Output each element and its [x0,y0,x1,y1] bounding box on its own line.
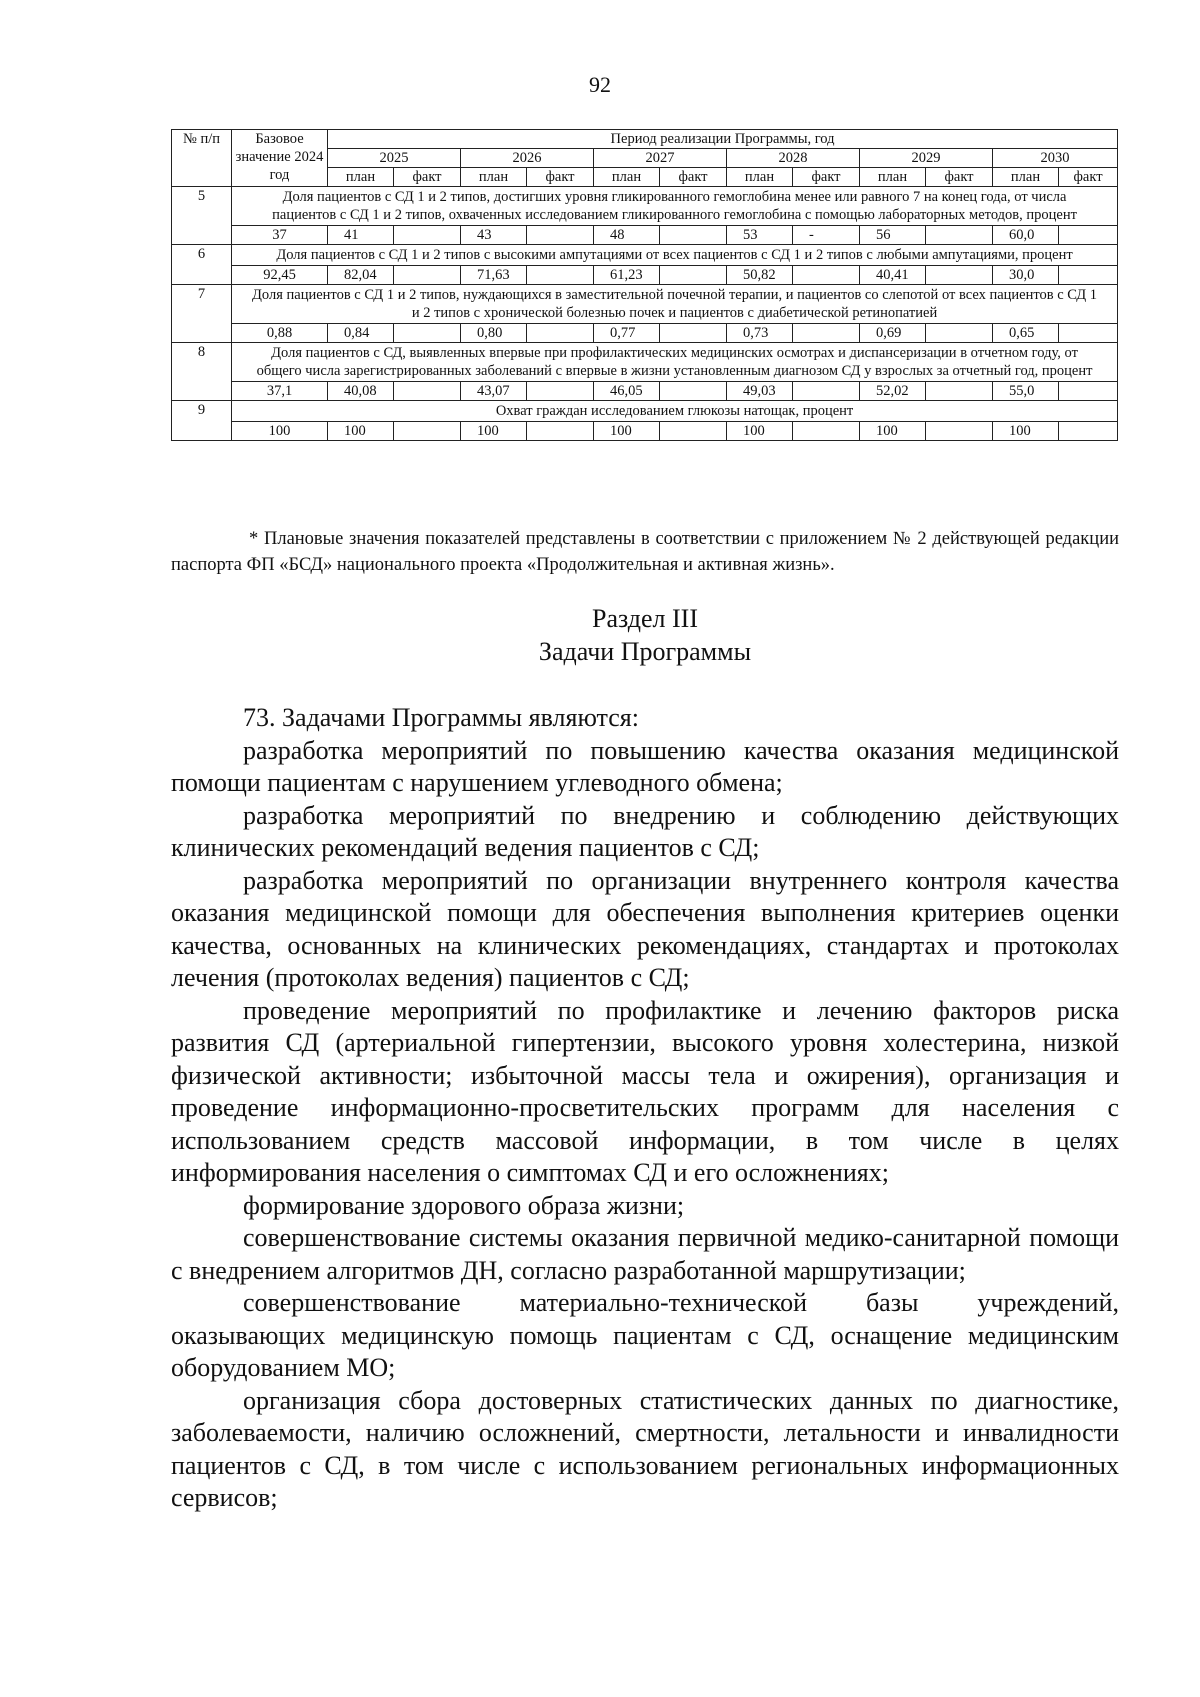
header-fact: факт [926,168,993,187]
task-paragraph: формирование здорового образа жизни; [243,1190,685,1220]
indicator-number: 6 [172,245,232,285]
indicators-table [171,129,1118,441]
section-subtitle: Задачи Программы [538,637,752,666]
indicator-description: Доля пациентов с СД 1 и 2 типов с высокими ампутациями от всех пациентов с СД 1 и 2 типов с любыми ампутациями, процент [232,245,1118,266]
indicator-number: 5 [172,187,232,245]
paragraph-intro: 73. Задачами Программы являются: [243,703,639,732]
plan-value: 100 [993,422,1059,441]
fact-value [1059,422,1118,441]
plan-value: 0,80 [461,324,527,343]
plan-value: 0,77 [594,324,660,343]
fact-value [527,266,594,285]
fact-value [926,266,993,285]
plan-value: 48 [594,226,660,245]
header-fact: факт [660,168,727,187]
plan-value: 43 [461,226,527,245]
task-paragraph: организация сбора достоверных статистических данных по диагностике, заболеваемости, наличию осложнений, смертности, летальности и инвалидности пациентов с СД, в том числе с использованием региональных информационных сервисов; [171,1385,1119,1512]
plan-value: 0,73 [727,324,793,343]
indicator-base-value: 37 [232,226,328,245]
header-year: 2027 [594,149,727,168]
indicator-number: 7 [172,285,232,343]
fact-value [1059,266,1118,285]
header-year: 2028 [727,149,860,168]
header-plan: план [727,168,793,187]
indicator-number: 9 [172,401,232,441]
plan-value: 100 [328,422,394,441]
indicator-values-row [172,226,1118,245]
header-plan: план [860,168,926,187]
fact-value [926,382,993,401]
indicator-values-row [172,266,1118,285]
plan-value: 56 [860,226,926,245]
fact-value [660,266,727,285]
header-fact: факт [527,168,594,187]
plan-value: 0,65 [993,324,1059,343]
fact-value [394,324,461,343]
header-fact: факт [793,168,860,187]
fact-value [793,382,860,401]
header-year: 2026 [461,149,594,168]
indicator-row [172,245,1118,266]
indicator-values-row [172,324,1118,343]
plan-value: 100 [594,422,660,441]
fact-value [660,422,727,441]
indicator-description: Доля пациентов с СД 1 и 2 типов, достигших уровня гликированного гемоглобина менее или равного 7 на конец года, от числа пациентов с СД 1 и 2 типов, охваченных исследованием гликированного гемоглобина с помощью лабораторных методов, процент [232,187,1118,226]
indicator-description: Охват граждан исследованием глюкозы натощак, процент [232,401,1118,422]
header-plan: план [328,168,394,187]
plan-value: 0,69 [860,324,926,343]
plan-value: 46,05 [594,382,660,401]
fact-value [527,422,594,441]
fact-value [394,226,461,245]
body-text [171,702,1119,1515]
task-paragraph: разработка мероприятий по внедрению и соблюдению действующих клинических рекомендаций ведения пациентов с СД; [171,800,1119,862]
plan-value: 53 [727,226,793,245]
plan-value: 55,0 [993,382,1059,401]
indicator-base-value: 92,45 [232,266,328,285]
header-num: № п/п [172,130,232,187]
fact-value [793,422,860,441]
section-title: Раздел III [591,604,699,633]
page-number: 92 [589,72,611,97]
indicator-base-value: 37,1 [232,382,328,401]
plan-value: 40,41 [860,266,926,285]
indicator-row [172,343,1118,382]
plan-value: 30,0 [993,266,1059,285]
header-year: 2030 [993,149,1118,168]
fact-value [660,324,727,343]
task-paragraph: разработка мероприятий по повышению качества оказания медицинской помощи пациентам с нарушением углеводного обмена; [171,735,1119,797]
indicator-values-row [172,422,1118,441]
plan-value: 52,02 [860,382,926,401]
fact-value: - [793,226,860,245]
header-plan: план [461,168,527,187]
task-paragraph: проведение мероприятий по профилактике и лечению факторов риска развития СД (артериальной гипертензии, высокого уровня холестерина, низкой физической активности; избыточной массы тела и ожирения), организация и проведение информационно-просветительских программ для населения с использованием средств массовой информации, в том числе в целях информирования населения о симптомах СД и его осложнениях; [171,995,1119,1187]
indicator-number: 8 [172,343,232,401]
footnote: * Плановые значения показателей представлены в соответствии с приложением № 2 действующей редакции паспорта ФП «БСД» национального проекта «Продолжительная и активная жизнь». [171,529,1119,575]
fact-value [394,266,461,285]
fact-value [926,226,993,245]
plan-value: 43,07 [461,382,527,401]
task-paragraph: совершенствование системы оказания первичной медико-санитарной помощи с внедрением алгоритмов ДН, согласно разработанной маршрутизации; [171,1223,1119,1285]
fact-value [1059,226,1118,245]
header-fact: факт [1059,168,1118,187]
header-base: Базовое значение 2024 год [232,130,328,187]
header-row-period [172,130,1118,149]
fact-value [660,226,727,245]
fact-value [394,422,461,441]
indicator-row [172,401,1118,422]
plan-value: 100 [727,422,793,441]
fact-value [527,226,594,245]
fact-value [527,382,594,401]
indicator-row [172,187,1118,226]
plan-value: 49,03 [727,382,793,401]
plan-value: 100 [461,422,527,441]
plan-value: 50,82 [727,266,793,285]
plan-value: 41 [328,226,394,245]
header-fact: факт [394,168,461,187]
plan-value: 60,0 [993,226,1059,245]
fact-value [1059,382,1118,401]
fact-value [660,382,727,401]
indicator-base-value: 0,88 [232,324,328,343]
header-plan: план [594,168,660,187]
fact-value [926,422,993,441]
fact-value [793,324,860,343]
header-period: Период реализации Программы, год [328,130,1118,149]
plan-value: 61,23 [594,266,660,285]
indicators-table-wrapper [171,129,1103,441]
indicator-description: Доля пациентов с СД 1 и 2 типов, нуждающихся в заместительной почечной терапии, и пациентов со слепотой от всех пациентов с СД 1 и 2 типов с хронической болезнью почек и пациентов с диабетической ретинопатией [232,285,1118,324]
header-year: 2029 [860,149,993,168]
header-year: 2025 [328,149,461,168]
indicator-description: Доля пациентов с СД, выявленных впервые при профилактических медицинских осмотрах и диспансеризации в отчетном году, от общего числа зарегистрированных заболеваний с впервые в жизни установленным диагнозом СД у взрослых за отчетный год, процент [232,343,1118,382]
fact-value [793,266,860,285]
header-plan: план [993,168,1059,187]
fact-value [394,382,461,401]
fact-value [926,324,993,343]
plan-value: 82,04 [328,266,394,285]
task-paragraph: разработка мероприятий по организации внутреннего контроля качества оказания медицинской помощи для обеспечения выполнения критериев оценки качества, основанных на клинических рекомендациях, стандартах и протоколах лечения (протоколах ведения) пациентов с СД; [171,865,1119,992]
plan-value: 100 [860,422,926,441]
indicator-row [172,285,1118,324]
fact-value [527,324,594,343]
indicator-base-value: 100 [232,422,328,441]
plan-value: 0,84 [328,324,394,343]
fact-value [1059,324,1118,343]
plan-value: 71,63 [461,266,527,285]
indicator-values-row [172,382,1118,401]
plan-value: 40,08 [328,382,394,401]
task-paragraph: совершенствование материально-технической базы учреждений, оказывающих медицинскую помощь пациентам с СД, оснащение медицинским оборудованием МО; [171,1288,1119,1382]
